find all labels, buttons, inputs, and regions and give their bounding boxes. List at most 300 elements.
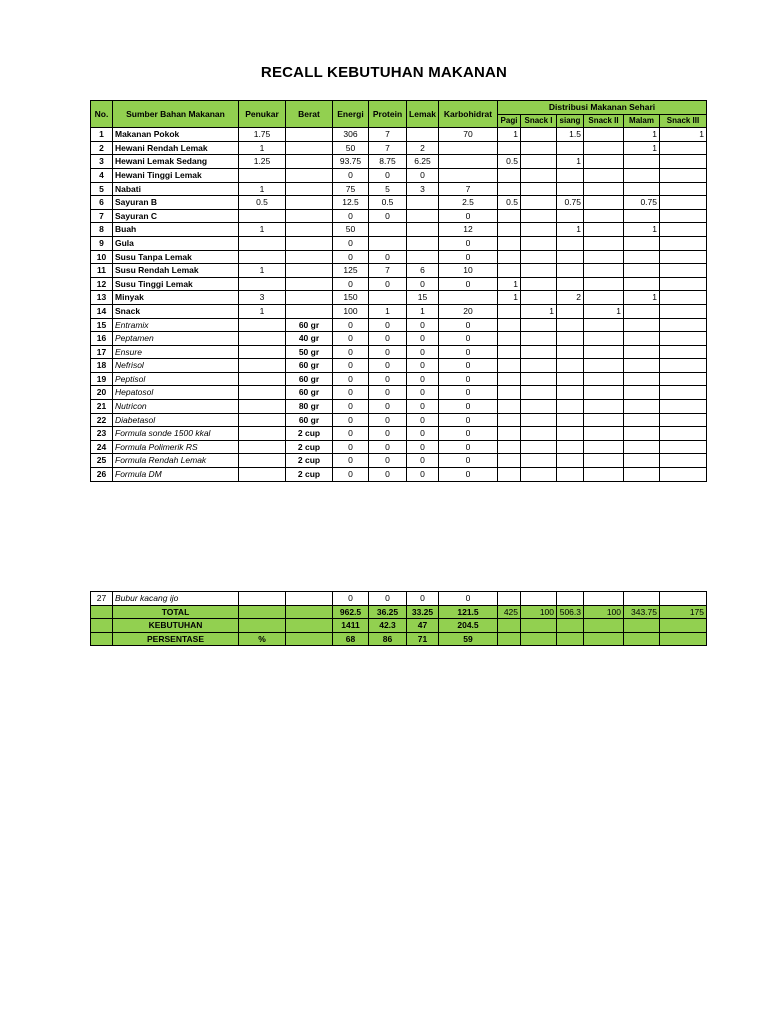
row-protein: 0 bbox=[369, 359, 407, 373]
table-row bbox=[91, 155, 707, 169]
row-no: 9 bbox=[91, 236, 113, 250]
row-pagi bbox=[498, 468, 521, 482]
row-karbohidrat: 0 bbox=[439, 386, 498, 400]
row-energi: 150 bbox=[333, 291, 369, 305]
row-lemak: 2 bbox=[407, 141, 439, 155]
row-protein: 0 bbox=[369, 454, 407, 468]
row-lemak: 0 bbox=[407, 400, 439, 414]
row-snack1 bbox=[521, 318, 557, 332]
header-karbohidrat: Karbohidrat bbox=[439, 101, 498, 128]
row-name: Susu Rendah Lemak bbox=[113, 264, 239, 278]
row-snack3 bbox=[660, 250, 707, 264]
row-siang bbox=[557, 468, 584, 482]
row-no: 19 bbox=[91, 372, 113, 386]
row-penukar bbox=[239, 359, 286, 373]
row-snack1 bbox=[521, 223, 557, 237]
header-energi: Energi bbox=[333, 101, 369, 128]
row-penukar bbox=[239, 209, 286, 223]
row-berat: 80 gr bbox=[286, 400, 333, 414]
row-snack3 bbox=[660, 291, 707, 305]
row-berat: 60 gr bbox=[286, 359, 333, 373]
row-karbohidrat: 0 bbox=[439, 440, 498, 454]
row-no: 14 bbox=[91, 304, 113, 318]
row-energi: 0 bbox=[333, 592, 369, 606]
row-name: Ensure bbox=[113, 345, 239, 359]
row-snack1 bbox=[521, 182, 557, 196]
row-name: Entramix bbox=[113, 318, 239, 332]
row-berat: 2 cup bbox=[286, 454, 333, 468]
row-snack2 bbox=[584, 223, 624, 237]
persentase-energi: 68 bbox=[333, 632, 369, 646]
row-siang bbox=[557, 413, 584, 427]
row-siang bbox=[557, 209, 584, 223]
row-no: 15 bbox=[91, 318, 113, 332]
row-karbohidrat bbox=[439, 141, 498, 155]
row-karbohidrat: 10 bbox=[439, 264, 498, 278]
row-protein: 0 bbox=[369, 345, 407, 359]
row-no: 6 bbox=[91, 196, 113, 210]
header-lemak: Lemak bbox=[407, 101, 439, 128]
row-siang bbox=[557, 304, 584, 318]
row-pagi bbox=[498, 182, 521, 196]
row-lemak: 6.25 bbox=[407, 155, 439, 169]
table-row bbox=[91, 359, 707, 373]
row-pagi: 1 bbox=[498, 128, 521, 142]
row-no: 23 bbox=[91, 427, 113, 441]
row-malam bbox=[624, 372, 660, 386]
row-name: Peptisol bbox=[113, 372, 239, 386]
table-row bbox=[91, 345, 707, 359]
row-pagi bbox=[498, 264, 521, 278]
row-karbohidrat: 0 bbox=[439, 250, 498, 264]
row-karbohidrat: 0 bbox=[439, 454, 498, 468]
row-energi: 0 bbox=[333, 359, 369, 373]
row-pagi bbox=[498, 236, 521, 250]
row-snack1 bbox=[521, 427, 557, 441]
row-penukar bbox=[239, 277, 286, 291]
row-penukar bbox=[239, 413, 286, 427]
row-snack3 bbox=[660, 264, 707, 278]
row-energi: 0 bbox=[333, 236, 369, 250]
row-snack2 bbox=[584, 318, 624, 332]
row-name: Nefrisol bbox=[113, 359, 239, 373]
header-siang: siang bbox=[557, 114, 584, 128]
row-pagi bbox=[498, 454, 521, 468]
row-snack2: 1 bbox=[584, 304, 624, 318]
row-berat bbox=[286, 250, 333, 264]
row-snack3 bbox=[660, 359, 707, 373]
row-penukar: 1 bbox=[239, 264, 286, 278]
row-protein: 0 bbox=[369, 386, 407, 400]
row-pagi bbox=[498, 440, 521, 454]
row-berat: 60 gr bbox=[286, 372, 333, 386]
row-lemak: 0 bbox=[407, 440, 439, 454]
row-siang bbox=[557, 236, 584, 250]
row-lemak: 6 bbox=[407, 264, 439, 278]
row-snack1 bbox=[521, 359, 557, 373]
table-row bbox=[91, 413, 707, 427]
row-siang bbox=[557, 454, 584, 468]
row-penukar bbox=[239, 440, 286, 454]
row-snack1 bbox=[521, 345, 557, 359]
row-malam bbox=[624, 236, 660, 250]
row-energi: 0 bbox=[333, 386, 369, 400]
row-snack3 bbox=[660, 236, 707, 250]
row-lemak: 0 bbox=[407, 468, 439, 482]
row-name: Peptamen bbox=[113, 332, 239, 346]
header-row-1 bbox=[91, 101, 707, 115]
row-snack2 bbox=[584, 196, 624, 210]
row-karbohidrat: 0 bbox=[439, 236, 498, 250]
row-malam: 1 bbox=[624, 141, 660, 155]
row-snack3 bbox=[660, 168, 707, 182]
row-snack1 bbox=[521, 264, 557, 278]
row-snack1 bbox=[521, 386, 557, 400]
row-energi: 0 bbox=[333, 454, 369, 468]
kebutuhan-protein: 42.3 bbox=[369, 619, 407, 633]
row-siang: 1 bbox=[557, 223, 584, 237]
row-berat bbox=[286, 196, 333, 210]
row-malam bbox=[624, 359, 660, 373]
row-energi: 0 bbox=[333, 345, 369, 359]
persentase-label: PERSENTASE bbox=[113, 632, 239, 646]
row-lemak: 0 bbox=[407, 277, 439, 291]
table-row bbox=[91, 168, 707, 182]
row-snack3 bbox=[660, 345, 707, 359]
row-penukar bbox=[239, 454, 286, 468]
row-no: 10 bbox=[91, 250, 113, 264]
row-pagi: 1 bbox=[498, 291, 521, 305]
table-row bbox=[91, 264, 707, 278]
row-no: 13 bbox=[91, 291, 113, 305]
total-lemak: 33.25 bbox=[407, 605, 439, 619]
kebutuhan-energi: 1411 bbox=[333, 619, 369, 633]
row-berat: 40 gr bbox=[286, 332, 333, 346]
row-protein: 0 bbox=[369, 427, 407, 441]
row-pagi bbox=[498, 304, 521, 318]
row-no: 16 bbox=[91, 332, 113, 346]
total-pagi: 425 bbox=[498, 605, 521, 619]
page-title: RECALL KEBUTUHAN MAKANAN bbox=[260, 64, 508, 81]
header-distribusi: Distribusi Makanan Sehari bbox=[498, 101, 707, 115]
row-siang bbox=[557, 182, 584, 196]
row-pagi bbox=[498, 427, 521, 441]
row-no: 11 bbox=[91, 264, 113, 278]
row-snack2 bbox=[584, 400, 624, 414]
row-name: Bubur kacang ijo bbox=[113, 592, 239, 606]
row-siang: 2 bbox=[557, 291, 584, 305]
row-lemak: 0 bbox=[407, 168, 439, 182]
row-siang bbox=[557, 345, 584, 359]
row-karbohidrat: 0 bbox=[439, 427, 498, 441]
row-pagi bbox=[498, 400, 521, 414]
row-no: 21 bbox=[91, 400, 113, 414]
row-snack2 bbox=[584, 277, 624, 291]
row-snack3 bbox=[660, 427, 707, 441]
row-name: Formula Rendah Lemak bbox=[113, 454, 239, 468]
row-malam bbox=[624, 318, 660, 332]
row-malam: 0.75 bbox=[624, 196, 660, 210]
row-siang bbox=[557, 386, 584, 400]
row-pagi bbox=[498, 386, 521, 400]
row-siang bbox=[557, 264, 584, 278]
row-pagi bbox=[498, 372, 521, 386]
row-pagi bbox=[498, 250, 521, 264]
total-label: TOTAL bbox=[113, 605, 239, 619]
row-snack2 bbox=[584, 359, 624, 373]
row-name: Buah bbox=[113, 223, 239, 237]
row-snack2 bbox=[584, 236, 624, 250]
row-name: Hewani Lemak Sedang bbox=[113, 155, 239, 169]
row-protein: 0 bbox=[369, 168, 407, 182]
row-karbohidrat: 0 bbox=[439, 468, 498, 482]
row-berat bbox=[286, 236, 333, 250]
row-protein: 0 bbox=[369, 332, 407, 346]
row-snack3 bbox=[660, 413, 707, 427]
row-energi: 0 bbox=[333, 440, 369, 454]
row-protein: 0 bbox=[369, 250, 407, 264]
row-snack3 bbox=[660, 468, 707, 482]
row-energi: 50 bbox=[333, 141, 369, 155]
header-snack3: Snack III bbox=[660, 114, 707, 128]
row-lemak: 0 bbox=[407, 345, 439, 359]
row-snack2 bbox=[584, 264, 624, 278]
row-snack1 bbox=[521, 168, 557, 182]
row-malam: 1 bbox=[624, 291, 660, 305]
header-sumber: Sumber Bahan Makanan bbox=[113, 101, 239, 128]
row-lemak: 0 bbox=[407, 427, 439, 441]
row-pagi bbox=[498, 141, 521, 155]
kebutuhan-label: KEBUTUHAN bbox=[113, 619, 239, 633]
table-row bbox=[91, 209, 707, 223]
row-no: 26 bbox=[91, 468, 113, 482]
row-protein: 0 bbox=[369, 277, 407, 291]
total-protein: 36.25 bbox=[369, 605, 407, 619]
row-penukar bbox=[239, 318, 286, 332]
row-name: Susu Tinggi Lemak bbox=[113, 277, 239, 291]
row-siang bbox=[557, 318, 584, 332]
total-karbohidrat: 121.5 bbox=[439, 605, 498, 619]
table-row bbox=[91, 141, 707, 155]
row-penukar bbox=[239, 386, 286, 400]
row-pagi bbox=[498, 345, 521, 359]
row-no: 1 bbox=[91, 128, 113, 142]
row-energi: 100 bbox=[333, 304, 369, 318]
row-pagi bbox=[498, 223, 521, 237]
row-name: Makanan Pokok bbox=[113, 128, 239, 142]
row-berat: 60 gr bbox=[286, 413, 333, 427]
row-protein: 8.75 bbox=[369, 155, 407, 169]
row-energi: 0 bbox=[333, 209, 369, 223]
table-row bbox=[91, 592, 707, 606]
row-pagi bbox=[498, 332, 521, 346]
row-berat: 2 cup bbox=[286, 440, 333, 454]
row-no: 25 bbox=[91, 454, 113, 468]
row-malam bbox=[624, 182, 660, 196]
row-protein: 0 bbox=[369, 372, 407, 386]
row-no: 4 bbox=[91, 168, 113, 182]
row-snack1 bbox=[521, 209, 557, 223]
row-malam bbox=[624, 345, 660, 359]
row-snack3: 1 bbox=[660, 128, 707, 142]
row-berat bbox=[286, 155, 333, 169]
row-malam bbox=[624, 440, 660, 454]
row-berat: 2 cup bbox=[286, 427, 333, 441]
row-snack1 bbox=[521, 468, 557, 482]
row-no: 17 bbox=[91, 345, 113, 359]
row-snack2 bbox=[584, 427, 624, 441]
row-energi: 125 bbox=[333, 264, 369, 278]
kebutuhan-lemak: 47 bbox=[407, 619, 439, 633]
row-snack3 bbox=[660, 454, 707, 468]
kebutuhan-row bbox=[91, 619, 707, 633]
row-name: Sayuran C bbox=[113, 209, 239, 223]
row-berat: 60 gr bbox=[286, 318, 333, 332]
row-snack3 bbox=[660, 223, 707, 237]
row-snack2 bbox=[584, 209, 624, 223]
row-protein: 0 bbox=[369, 468, 407, 482]
row-snack3 bbox=[660, 440, 707, 454]
total-energi: 962.5 bbox=[333, 605, 369, 619]
table-row bbox=[91, 400, 707, 414]
row-penukar bbox=[239, 332, 286, 346]
table-row bbox=[91, 440, 707, 454]
row-lemak bbox=[407, 236, 439, 250]
row-lemak: 0 bbox=[407, 359, 439, 373]
row-energi: 50 bbox=[333, 223, 369, 237]
row-malam bbox=[624, 332, 660, 346]
row-snack3 bbox=[660, 277, 707, 291]
row-malam bbox=[624, 168, 660, 182]
row-lemak: 0 bbox=[407, 318, 439, 332]
row-energi: 0 bbox=[333, 427, 369, 441]
row-siang bbox=[557, 400, 584, 414]
row-protein bbox=[369, 291, 407, 305]
row-snack2 bbox=[584, 454, 624, 468]
persentase-row bbox=[91, 632, 707, 646]
table-row bbox=[91, 454, 707, 468]
header-penukar: Penukar bbox=[239, 101, 286, 128]
table-row bbox=[91, 182, 707, 196]
row-snack1 bbox=[521, 440, 557, 454]
row-lemak: 0 bbox=[407, 332, 439, 346]
row-malam bbox=[624, 250, 660, 264]
table-row bbox=[91, 250, 707, 264]
row-siang bbox=[557, 168, 584, 182]
row-berat bbox=[286, 141, 333, 155]
row-karbohidrat: 0 bbox=[439, 413, 498, 427]
total-malam: 343.75 bbox=[624, 605, 660, 619]
row-name: Snack bbox=[113, 304, 239, 318]
row-energi: 0 bbox=[333, 413, 369, 427]
row-no: 7 bbox=[91, 209, 113, 223]
row-lemak: 0 bbox=[407, 592, 439, 606]
row-penukar: 3 bbox=[239, 291, 286, 305]
row-name: Diabetasol bbox=[113, 413, 239, 427]
row-penukar: 1 bbox=[239, 304, 286, 318]
row-penukar bbox=[239, 250, 286, 264]
table-row bbox=[91, 236, 707, 250]
row-malam bbox=[624, 454, 660, 468]
row-protein: 0 bbox=[369, 440, 407, 454]
row-malam: 1 bbox=[624, 223, 660, 237]
row-snack2 bbox=[584, 182, 624, 196]
row-pagi bbox=[498, 359, 521, 373]
row-snack1 bbox=[521, 128, 557, 142]
row-berat: 2 cup bbox=[286, 468, 333, 482]
row-protein: 0.5 bbox=[369, 196, 407, 210]
row-protein: 5 bbox=[369, 182, 407, 196]
row-penukar: 0.5 bbox=[239, 196, 286, 210]
row-snack1 bbox=[521, 277, 557, 291]
row-snack1 bbox=[521, 291, 557, 305]
row-malam bbox=[624, 155, 660, 169]
row-protein: 0 bbox=[369, 400, 407, 414]
row-snack2 bbox=[584, 440, 624, 454]
row-karbohidrat: 0 bbox=[439, 209, 498, 223]
row-karbohidrat bbox=[439, 291, 498, 305]
row-lemak: 0 bbox=[407, 386, 439, 400]
header-berat: Berat bbox=[286, 101, 333, 128]
row-penukar: 1.75 bbox=[239, 128, 286, 142]
row-snack1 bbox=[521, 141, 557, 155]
row-no: 12 bbox=[91, 277, 113, 291]
row-name: Minyak bbox=[113, 291, 239, 305]
row-berat bbox=[286, 168, 333, 182]
row-karbohidrat: 0 bbox=[439, 372, 498, 386]
row-snack3 bbox=[660, 318, 707, 332]
row-energi: 0 bbox=[333, 168, 369, 182]
row-siang: 1.5 bbox=[557, 128, 584, 142]
row-protein: 7 bbox=[369, 141, 407, 155]
row-penukar: 1 bbox=[239, 223, 286, 237]
header-pagi: Pagi bbox=[498, 114, 521, 128]
persentase-protein: 86 bbox=[369, 632, 407, 646]
row-snack3 bbox=[660, 155, 707, 169]
row-protein: 0 bbox=[369, 413, 407, 427]
row-berat bbox=[286, 304, 333, 318]
row-malam bbox=[624, 277, 660, 291]
row-pagi bbox=[498, 209, 521, 223]
row-pagi bbox=[498, 318, 521, 332]
row-berat bbox=[286, 277, 333, 291]
row-berat: 60 gr bbox=[286, 386, 333, 400]
row-penukar bbox=[239, 427, 286, 441]
row-berat bbox=[286, 264, 333, 278]
row-energi: 0 bbox=[333, 277, 369, 291]
row-malam bbox=[624, 386, 660, 400]
row-karbohidrat: 0 bbox=[439, 359, 498, 373]
row-name: Hepatosol bbox=[113, 386, 239, 400]
row-karbohidrat: 12 bbox=[439, 223, 498, 237]
row-pagi: 0.5 bbox=[498, 155, 521, 169]
row-malam: 1 bbox=[624, 128, 660, 142]
row-name: Nutricon bbox=[113, 400, 239, 414]
row-siang bbox=[557, 440, 584, 454]
row-karbohidrat: 20 bbox=[439, 304, 498, 318]
row-karbohidrat: 0 bbox=[439, 277, 498, 291]
row-lemak: 1 bbox=[407, 304, 439, 318]
row-protein bbox=[369, 223, 407, 237]
row-snack2 bbox=[584, 332, 624, 346]
row-penukar: 1 bbox=[239, 182, 286, 196]
row-snack3 bbox=[660, 141, 707, 155]
row-pagi bbox=[498, 413, 521, 427]
row-berat bbox=[286, 291, 333, 305]
row-snack2 bbox=[584, 345, 624, 359]
row-no: 24 bbox=[91, 440, 113, 454]
row-lemak: 3 bbox=[407, 182, 439, 196]
